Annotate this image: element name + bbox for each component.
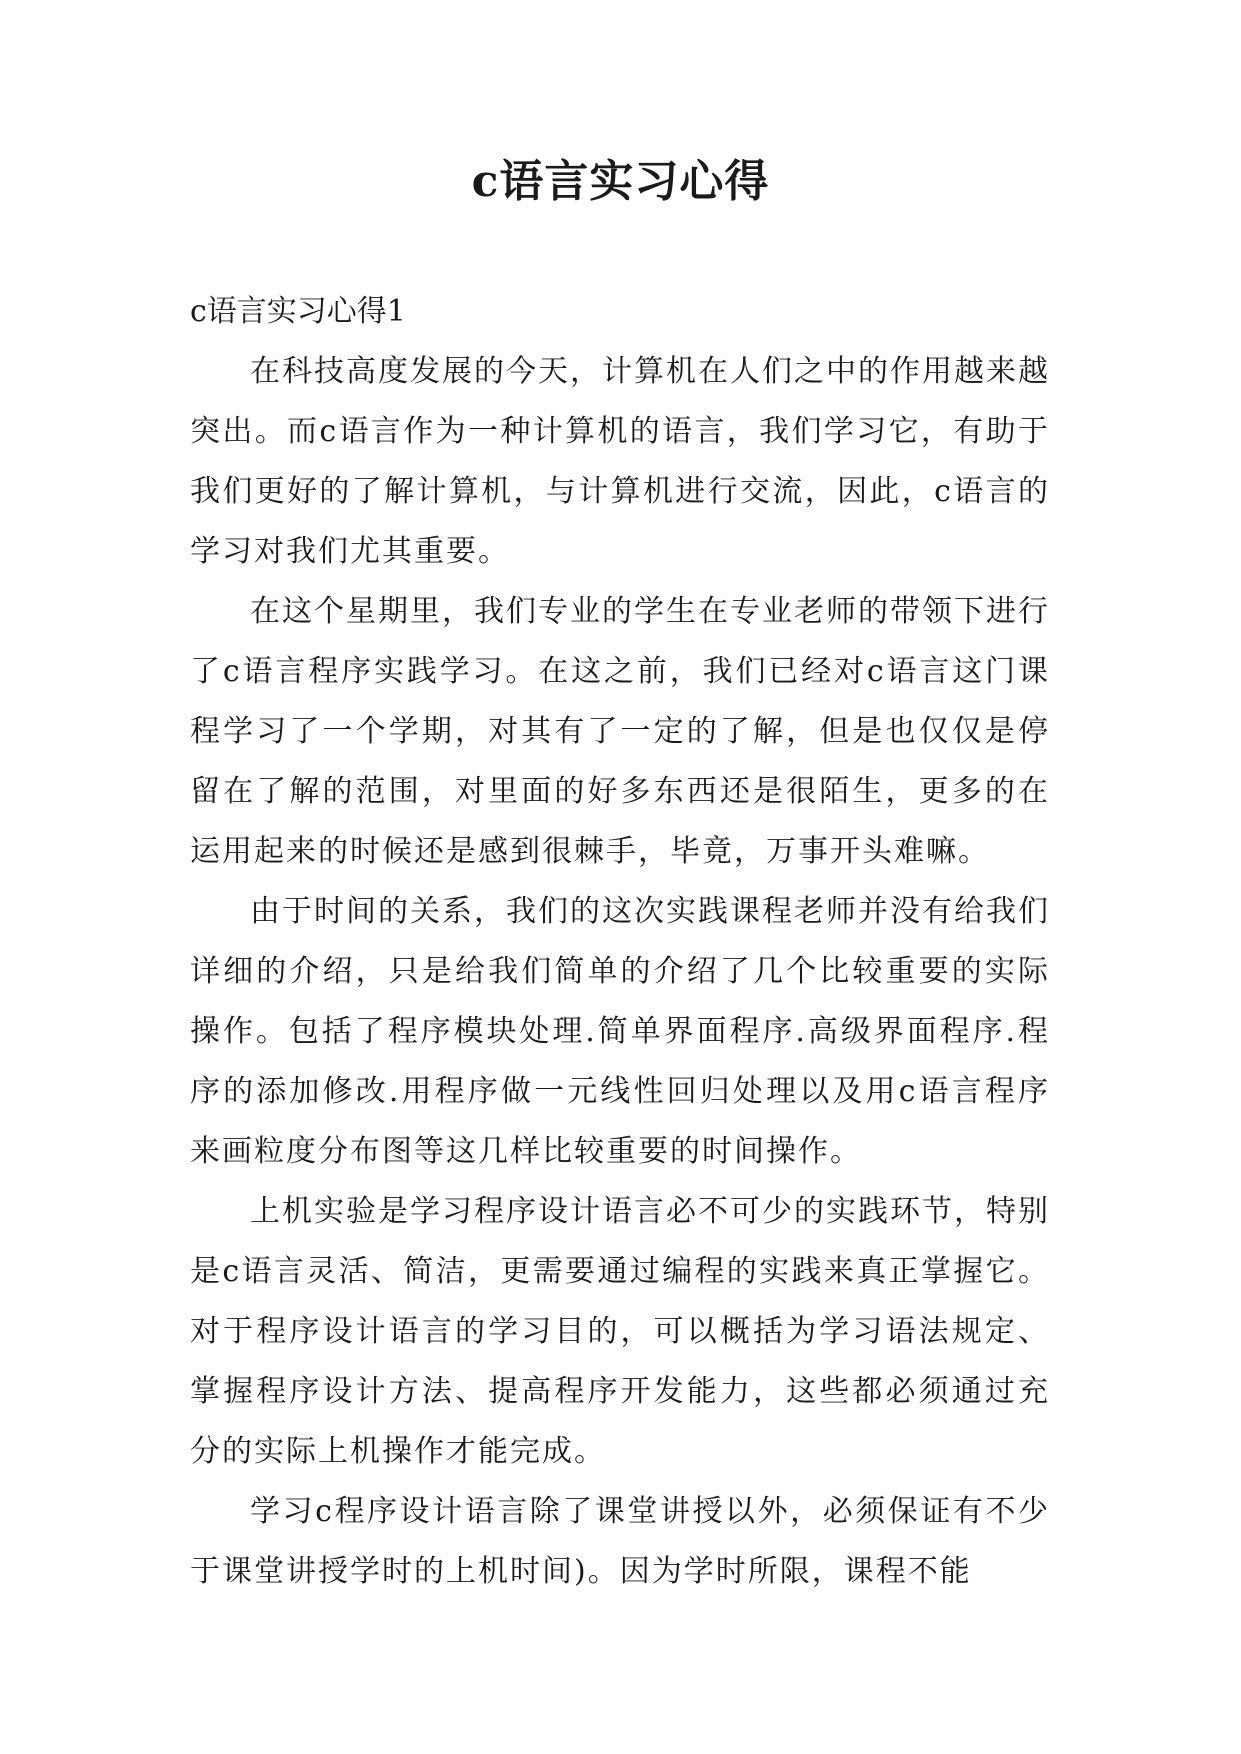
document-title: c语言实习心得 xyxy=(471,156,770,207)
paragraph: 在科技高度发展的今天，计算机在人们之中的作用越来越突出。而c语言作为一种计算机的语言，我们学习它，有助于我们更好的了解计算机，与计算机进行交流，因此，c语言的学习对我们尤其重要。 xyxy=(190,354,1050,569)
paragraph: 上机实验是学习程序设计语言必不可少的实践环节，特别是c语言灵活、简洁，更需要通过编程的实践来真正掌握它。对于程序设计语言的学习目的，可以概括为学习语法规定、掌握程序设计方法、提高程序开发能力，这些都必须通过充分的实际上机操作才能完成。 xyxy=(190,1194,1050,1469)
paragraph: 在这个星期里，我们专业的学生在专业老师的带领下进行了c语言程序实践学习。在这之前，我们已经对c语言这门课程学习了一个学期，对其有了一定的了解，但是也仅仅是停留在了解的范围，对里面的好多东西还是很陌生，更多的在运用起来的时候还是感到很棘手，毕竟，万事开头难嘛。 xyxy=(190,594,1050,869)
paragraph: 由于时间的关系，我们的这次实践课程老师并没有给我们详细的介绍，只是给我们简单的介绍了几个比较重要的实际操作。包括了程序模块处理.简单界面程序.高级界面程序.程序的添加修改.用程序做一元线性回归处理以及用c语言程序来画粒度分布图等这几样比较重要的时间操作。 xyxy=(190,894,1050,1169)
document-body xyxy=(190,282,1050,1702)
section-heading: c语言实习心得1 xyxy=(190,294,406,329)
paragraph: 学习c程序设计语言除了课堂讲授以外，必须保证有不少于课堂讲授学时的上机时间)。因为学时所限，课程不能 xyxy=(190,1494,1050,1589)
